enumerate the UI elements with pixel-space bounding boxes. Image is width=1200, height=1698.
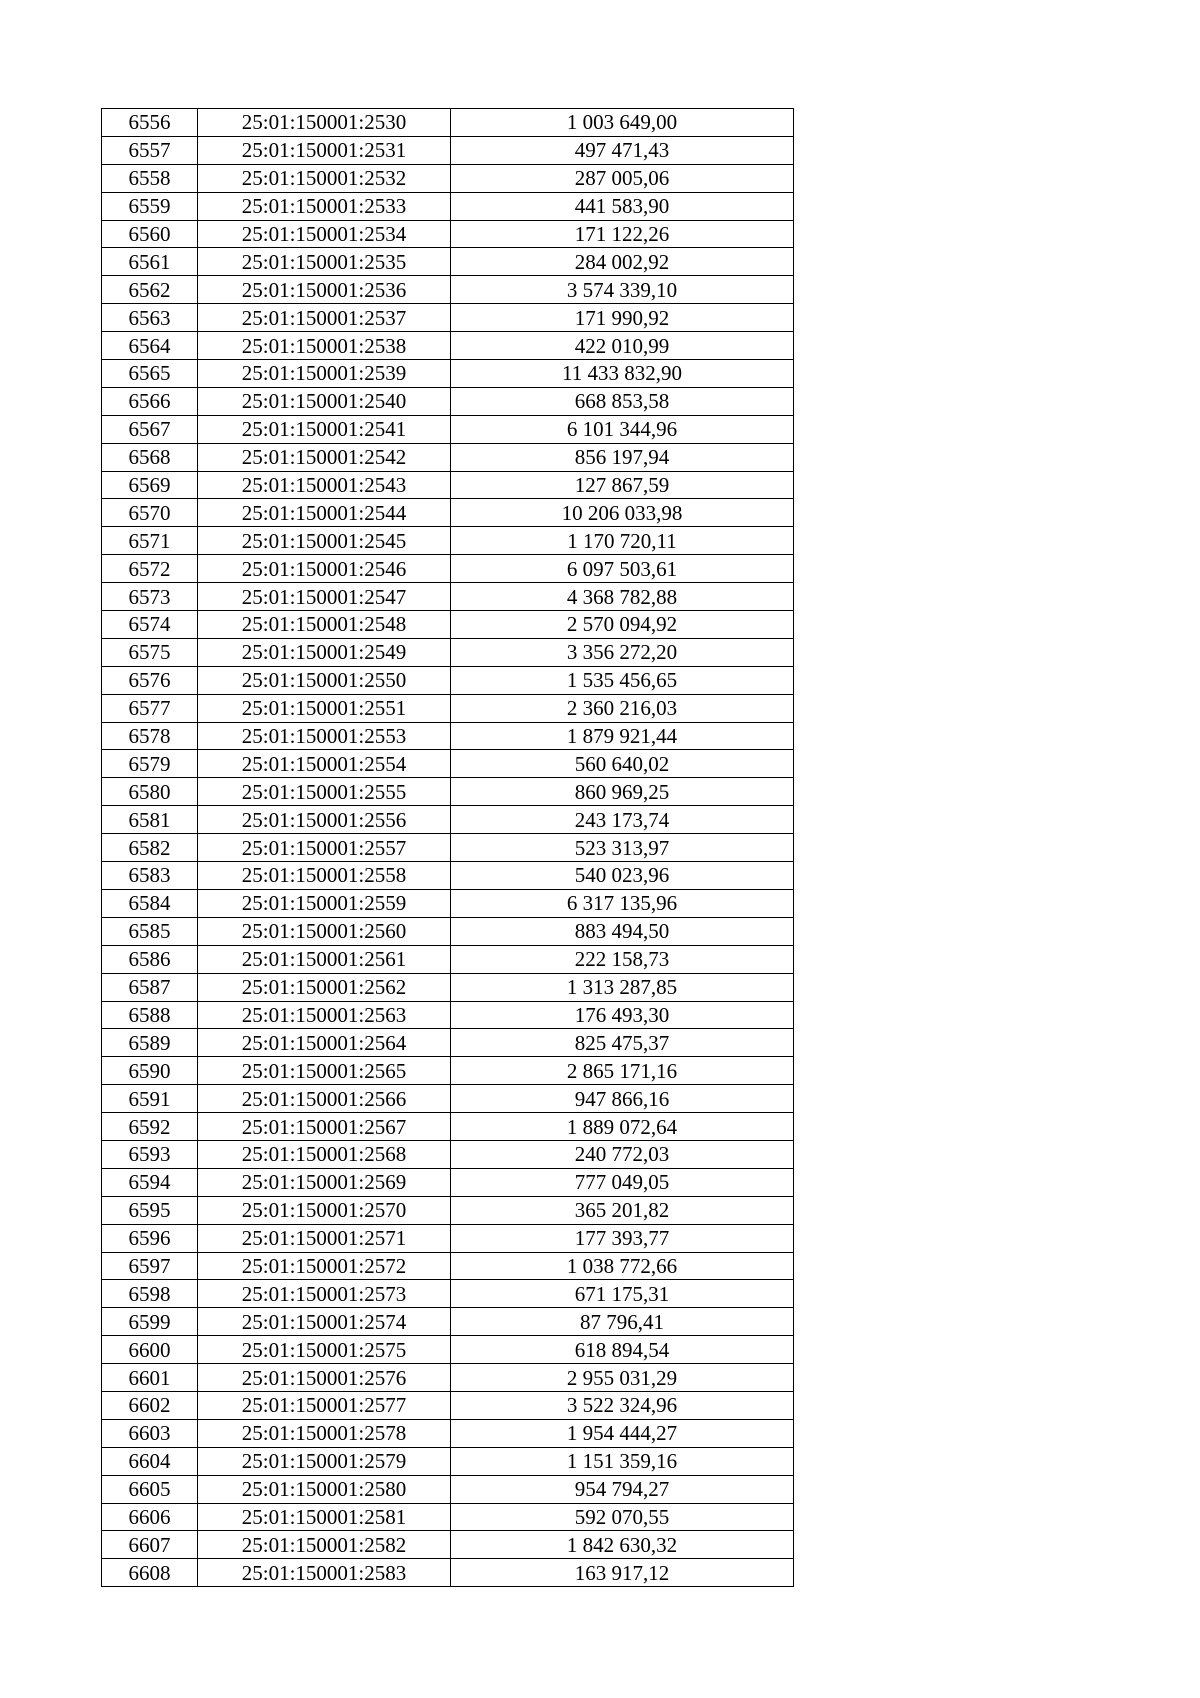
cadastral-value-cell: 441 583,90 — [451, 192, 794, 220]
table-row — [102, 1336, 794, 1364]
table-row — [102, 1168, 794, 1196]
cadastral-number-cell: 25:01:150001:2535 — [198, 248, 451, 276]
cadastral-value-cell: 856 197,94 — [451, 443, 794, 471]
table-row — [102, 1419, 794, 1447]
table-row — [102, 471, 794, 499]
cadastral-value-cell: 287 005,06 — [451, 164, 794, 192]
cadastral-value-cell: 422 010,99 — [451, 332, 794, 360]
cadastral-number-cell: 25:01:150001:2540 — [198, 387, 451, 415]
row-number-cell: 6607 — [102, 1531, 198, 1559]
row-number-cell: 6603 — [102, 1419, 198, 1447]
row-number-cell: 6601 — [102, 1364, 198, 1392]
cadastral-value-cell: 87 796,41 — [451, 1308, 794, 1336]
cadastral-number-cell: 25:01:150001:2545 — [198, 527, 451, 555]
row-number-cell: 6595 — [102, 1196, 198, 1224]
cadastral-number-cell: 25:01:150001:2572 — [198, 1252, 451, 1280]
table-row — [102, 1280, 794, 1308]
row-number-cell: 6606 — [102, 1503, 198, 1531]
row-number-cell: 6584 — [102, 889, 198, 917]
row-number-cell: 6587 — [102, 973, 198, 1001]
row-number-cell: 6599 — [102, 1308, 198, 1336]
cadastral-number-cell: 25:01:150001:2539 — [198, 360, 451, 388]
row-number-cell: 6608 — [102, 1559, 198, 1587]
cadastral-value-cell: 1 038 772,66 — [451, 1252, 794, 1280]
row-number-cell: 6588 — [102, 1001, 198, 1029]
cadastral-value-cell: 2 360 216,03 — [451, 694, 794, 722]
table-row — [102, 917, 794, 945]
table-row — [102, 1224, 794, 1252]
cadastral-value-cell: 365 201,82 — [451, 1196, 794, 1224]
cadastral-value-cell: 127 867,59 — [451, 471, 794, 499]
table-row — [102, 1001, 794, 1029]
cadastral-value-cell: 671 175,31 — [451, 1280, 794, 1308]
row-number-cell: 6592 — [102, 1113, 198, 1141]
table-row — [102, 973, 794, 1001]
cadastral-number-cell: 25:01:150001:2556 — [198, 806, 451, 834]
cadastral-number-cell: 25:01:150001:2574 — [198, 1308, 451, 1336]
cadastral-value-cell: 540 023,96 — [451, 862, 794, 890]
cadastral-number-cell: 25:01:150001:2580 — [198, 1475, 451, 1503]
cadastral-value-cell: 177 393,77 — [451, 1224, 794, 1252]
cadastral-number-cell: 25:01:150001:2534 — [198, 220, 451, 248]
cadastral-number-cell: 25:01:150001:2558 — [198, 862, 451, 890]
table-row — [102, 1559, 794, 1587]
row-number-cell: 6604 — [102, 1447, 198, 1475]
cadastral-number-cell: 25:01:150001:2548 — [198, 611, 451, 639]
cadastral-number-cell: 25:01:150001:2536 — [198, 276, 451, 304]
table-body — [102, 109, 794, 1587]
table-row — [102, 834, 794, 862]
cadastral-value-cell: 4 368 782,88 — [451, 583, 794, 611]
table-row — [102, 1085, 794, 1113]
table-row — [102, 806, 794, 834]
cadastral-number-cell: 25:01:150001:2578 — [198, 1419, 451, 1447]
table-row — [102, 555, 794, 583]
cadastral-value-cell: 523 313,97 — [451, 834, 794, 862]
table-row — [102, 304, 794, 332]
cadastral-value-cell: 6 101 344,96 — [451, 415, 794, 443]
table-row — [102, 1029, 794, 1057]
row-number-cell: 6598 — [102, 1280, 198, 1308]
row-number-cell: 6557 — [102, 136, 198, 164]
table-row — [102, 527, 794, 555]
cadastral-number-cell: 25:01:150001:2559 — [198, 889, 451, 917]
cadastral-value-cell: 1 313 287,85 — [451, 973, 794, 1001]
table-row — [102, 192, 794, 220]
table-row — [102, 109, 794, 137]
cadastral-value-cell: 1 879 921,44 — [451, 722, 794, 750]
table-row — [102, 1252, 794, 1280]
row-number-cell: 6572 — [102, 555, 198, 583]
cadastral-number-cell: 25:01:150001:2537 — [198, 304, 451, 332]
cadastral-number-cell: 25:01:150001:2557 — [198, 834, 451, 862]
row-number-cell: 6574 — [102, 611, 198, 639]
cadastral-value-table — [101, 108, 794, 1587]
row-number-cell: 6578 — [102, 722, 198, 750]
table-row — [102, 889, 794, 917]
table-row — [102, 638, 794, 666]
cadastral-value-cell: 240 772,03 — [451, 1140, 794, 1168]
row-number-cell: 6569 — [102, 471, 198, 499]
table-row — [102, 1391, 794, 1419]
table-row — [102, 722, 794, 750]
cadastral-number-cell: 25:01:150001:2543 — [198, 471, 451, 499]
table-row — [102, 1140, 794, 1168]
cadastral-value-cell: 3 574 339,10 — [451, 276, 794, 304]
row-number-cell: 6579 — [102, 750, 198, 778]
table-row — [102, 1113, 794, 1141]
row-number-cell: 6602 — [102, 1391, 198, 1419]
cadastral-number-cell: 25:01:150001:2538 — [198, 332, 451, 360]
cadastral-number-cell: 25:01:150001:2565 — [198, 1057, 451, 1085]
cadastral-value-cell: 1 535 456,65 — [451, 666, 794, 694]
row-number-cell: 6567 — [102, 415, 198, 443]
cadastral-value-cell: 2 955 031,29 — [451, 1364, 794, 1392]
cadastral-number-cell: 25:01:150001:2573 — [198, 1280, 451, 1308]
cadastral-value-cell: 777 049,05 — [451, 1168, 794, 1196]
cadastral-value-cell: 163 917,12 — [451, 1559, 794, 1587]
cadastral-value-cell: 1 170 720,11 — [451, 527, 794, 555]
cadastral-number-cell: 25:01:150001:2549 — [198, 638, 451, 666]
cadastral-value-cell: 1 842 630,32 — [451, 1531, 794, 1559]
row-number-cell: 6566 — [102, 387, 198, 415]
table-row — [102, 862, 794, 890]
table-row — [102, 276, 794, 304]
row-number-cell: 6561 — [102, 248, 198, 276]
row-number-cell: 6581 — [102, 806, 198, 834]
table-row — [102, 1364, 794, 1392]
table-row — [102, 1475, 794, 1503]
row-number-cell: 6586 — [102, 945, 198, 973]
row-number-cell: 6560 — [102, 220, 198, 248]
cadastral-value-cell: 243 173,74 — [451, 806, 794, 834]
table-row — [102, 332, 794, 360]
table-row — [102, 1308, 794, 1336]
cadastral-number-cell: 25:01:150001:2541 — [198, 415, 451, 443]
table-row — [102, 164, 794, 192]
table-row — [102, 499, 794, 527]
cadastral-number-cell: 25:01:150001:2531 — [198, 136, 451, 164]
cadastral-value-cell: 1 954 444,27 — [451, 1419, 794, 1447]
row-number-cell: 6576 — [102, 666, 198, 694]
cadastral-number-cell: 25:01:150001:2547 — [198, 583, 451, 611]
cadastral-value-cell: 176 493,30 — [451, 1001, 794, 1029]
cadastral-number-cell: 25:01:150001:2566 — [198, 1085, 451, 1113]
row-number-cell: 6556 — [102, 109, 198, 137]
cadastral-number-cell: 25:01:150001:2567 — [198, 1113, 451, 1141]
cadastral-value-cell: 954 794,27 — [451, 1475, 794, 1503]
cadastral-number-cell: 25:01:150001:2530 — [198, 109, 451, 137]
table-row — [102, 694, 794, 722]
cadastral-value-cell: 10 206 033,98 — [451, 499, 794, 527]
cadastral-number-cell: 25:01:150001:2575 — [198, 1336, 451, 1364]
cadastral-number-cell: 25:01:150001:2564 — [198, 1029, 451, 1057]
cadastral-number-cell: 25:01:150001:2570 — [198, 1196, 451, 1224]
row-number-cell: 6580 — [102, 778, 198, 806]
row-number-cell: 6605 — [102, 1475, 198, 1503]
cadastral-number-cell: 25:01:150001:2551 — [198, 694, 451, 722]
cadastral-number-cell: 25:01:150001:2560 — [198, 917, 451, 945]
table-row — [102, 415, 794, 443]
row-number-cell: 6600 — [102, 1336, 198, 1364]
cadastral-value-cell: 6 097 503,61 — [451, 555, 794, 583]
cadastral-number-cell: 25:01:150001:2542 — [198, 443, 451, 471]
cadastral-number-cell: 25:01:150001:2546 — [198, 555, 451, 583]
cadastral-number-cell: 25:01:150001:2583 — [198, 1559, 451, 1587]
row-number-cell: 6597 — [102, 1252, 198, 1280]
cadastral-number-cell: 25:01:150001:2554 — [198, 750, 451, 778]
table-row — [102, 1531, 794, 1559]
table-row — [102, 778, 794, 806]
row-number-cell: 6589 — [102, 1029, 198, 1057]
table-row — [102, 750, 794, 778]
cadastral-number-cell: 25:01:150001:2582 — [198, 1531, 451, 1559]
cadastral-value-cell: 2 570 094,92 — [451, 611, 794, 639]
row-number-cell: 6571 — [102, 527, 198, 555]
table-row — [102, 1447, 794, 1475]
table-row — [102, 220, 794, 248]
row-number-cell: 6594 — [102, 1168, 198, 1196]
row-number-cell: 6570 — [102, 499, 198, 527]
table-row — [102, 443, 794, 471]
table-row — [102, 136, 794, 164]
cadastral-value-cell: 171 122,26 — [451, 220, 794, 248]
cadastral-value-cell: 947 866,16 — [451, 1085, 794, 1113]
cadastral-value-cell: 1 151 359,16 — [451, 1447, 794, 1475]
cadastral-value-cell: 11 433 832,90 — [451, 360, 794, 388]
row-number-cell: 6568 — [102, 443, 198, 471]
table-row — [102, 248, 794, 276]
row-number-cell: 6562 — [102, 276, 198, 304]
cadastral-number-cell: 25:01:150001:2571 — [198, 1224, 451, 1252]
cadastral-value-cell: 860 969,25 — [451, 778, 794, 806]
cadastral-value-cell: 883 494,50 — [451, 917, 794, 945]
table-row — [102, 666, 794, 694]
row-number-cell: 6564 — [102, 332, 198, 360]
row-number-cell: 6565 — [102, 360, 198, 388]
table-row — [102, 583, 794, 611]
cadastral-value-cell: 592 070,55 — [451, 1503, 794, 1531]
cadastral-number-cell: 25:01:150001:2577 — [198, 1391, 451, 1419]
cadastral-value-cell: 6 317 135,96 — [451, 889, 794, 917]
cadastral-number-cell: 25:01:150001:2550 — [198, 666, 451, 694]
cadastral-number-cell: 25:01:150001:2581 — [198, 1503, 451, 1531]
row-number-cell: 6590 — [102, 1057, 198, 1085]
cadastral-value-cell: 171 990,92 — [451, 304, 794, 332]
row-number-cell: 6575 — [102, 638, 198, 666]
cadastral-value-cell: 222 158,73 — [451, 945, 794, 973]
cadastral-value-cell: 497 471,43 — [451, 136, 794, 164]
cadastral-number-cell: 25:01:150001:2532 — [198, 164, 451, 192]
cadastral-number-cell: 25:01:150001:2561 — [198, 945, 451, 973]
table-row — [102, 387, 794, 415]
cadastral-value-cell: 3 522 324,96 — [451, 1391, 794, 1419]
cadastral-number-cell: 25:01:150001:2569 — [198, 1168, 451, 1196]
cadastral-value-cell: 825 475,37 — [451, 1029, 794, 1057]
cadastral-number-cell: 25:01:150001:2579 — [198, 1447, 451, 1475]
row-number-cell: 6558 — [102, 164, 198, 192]
row-number-cell: 6563 — [102, 304, 198, 332]
row-number-cell: 6593 — [102, 1140, 198, 1168]
cadastral-number-cell: 25:01:150001:2544 — [198, 499, 451, 527]
table-row — [102, 360, 794, 388]
table-row — [102, 611, 794, 639]
cadastral-number-cell: 25:01:150001:2576 — [198, 1364, 451, 1392]
cadastral-value-cell: 3 356 272,20 — [451, 638, 794, 666]
cadastral-number-cell: 25:01:150001:2553 — [198, 722, 451, 750]
cadastral-value-cell: 618 894,54 — [451, 1336, 794, 1364]
cadastral-value-cell: 2 865 171,16 — [451, 1057, 794, 1085]
row-number-cell: 6559 — [102, 192, 198, 220]
table-row — [102, 1057, 794, 1085]
table-row — [102, 945, 794, 973]
cadastral-value-cell: 1 003 649,00 — [451, 109, 794, 137]
table-row — [102, 1196, 794, 1224]
row-number-cell: 6582 — [102, 834, 198, 862]
cadastral-number-cell: 25:01:150001:2568 — [198, 1140, 451, 1168]
cadastral-number-cell: 25:01:150001:2533 — [198, 192, 451, 220]
row-number-cell: 6583 — [102, 862, 198, 890]
row-number-cell: 6577 — [102, 694, 198, 722]
cadastral-number-cell: 25:01:150001:2562 — [198, 973, 451, 1001]
table-row — [102, 1503, 794, 1531]
row-number-cell: 6573 — [102, 583, 198, 611]
row-number-cell: 6596 — [102, 1224, 198, 1252]
cadastral-value-cell: 284 002,92 — [451, 248, 794, 276]
cadastral-value-cell: 668 853,58 — [451, 387, 794, 415]
cadastral-value-cell: 560 640,02 — [451, 750, 794, 778]
cadastral-number-cell: 25:01:150001:2563 — [198, 1001, 451, 1029]
row-number-cell: 6585 — [102, 917, 198, 945]
row-number-cell: 6591 — [102, 1085, 198, 1113]
cadastral-value-cell: 1 889 072,64 — [451, 1113, 794, 1141]
cadastral-number-cell: 25:01:150001:2555 — [198, 778, 451, 806]
